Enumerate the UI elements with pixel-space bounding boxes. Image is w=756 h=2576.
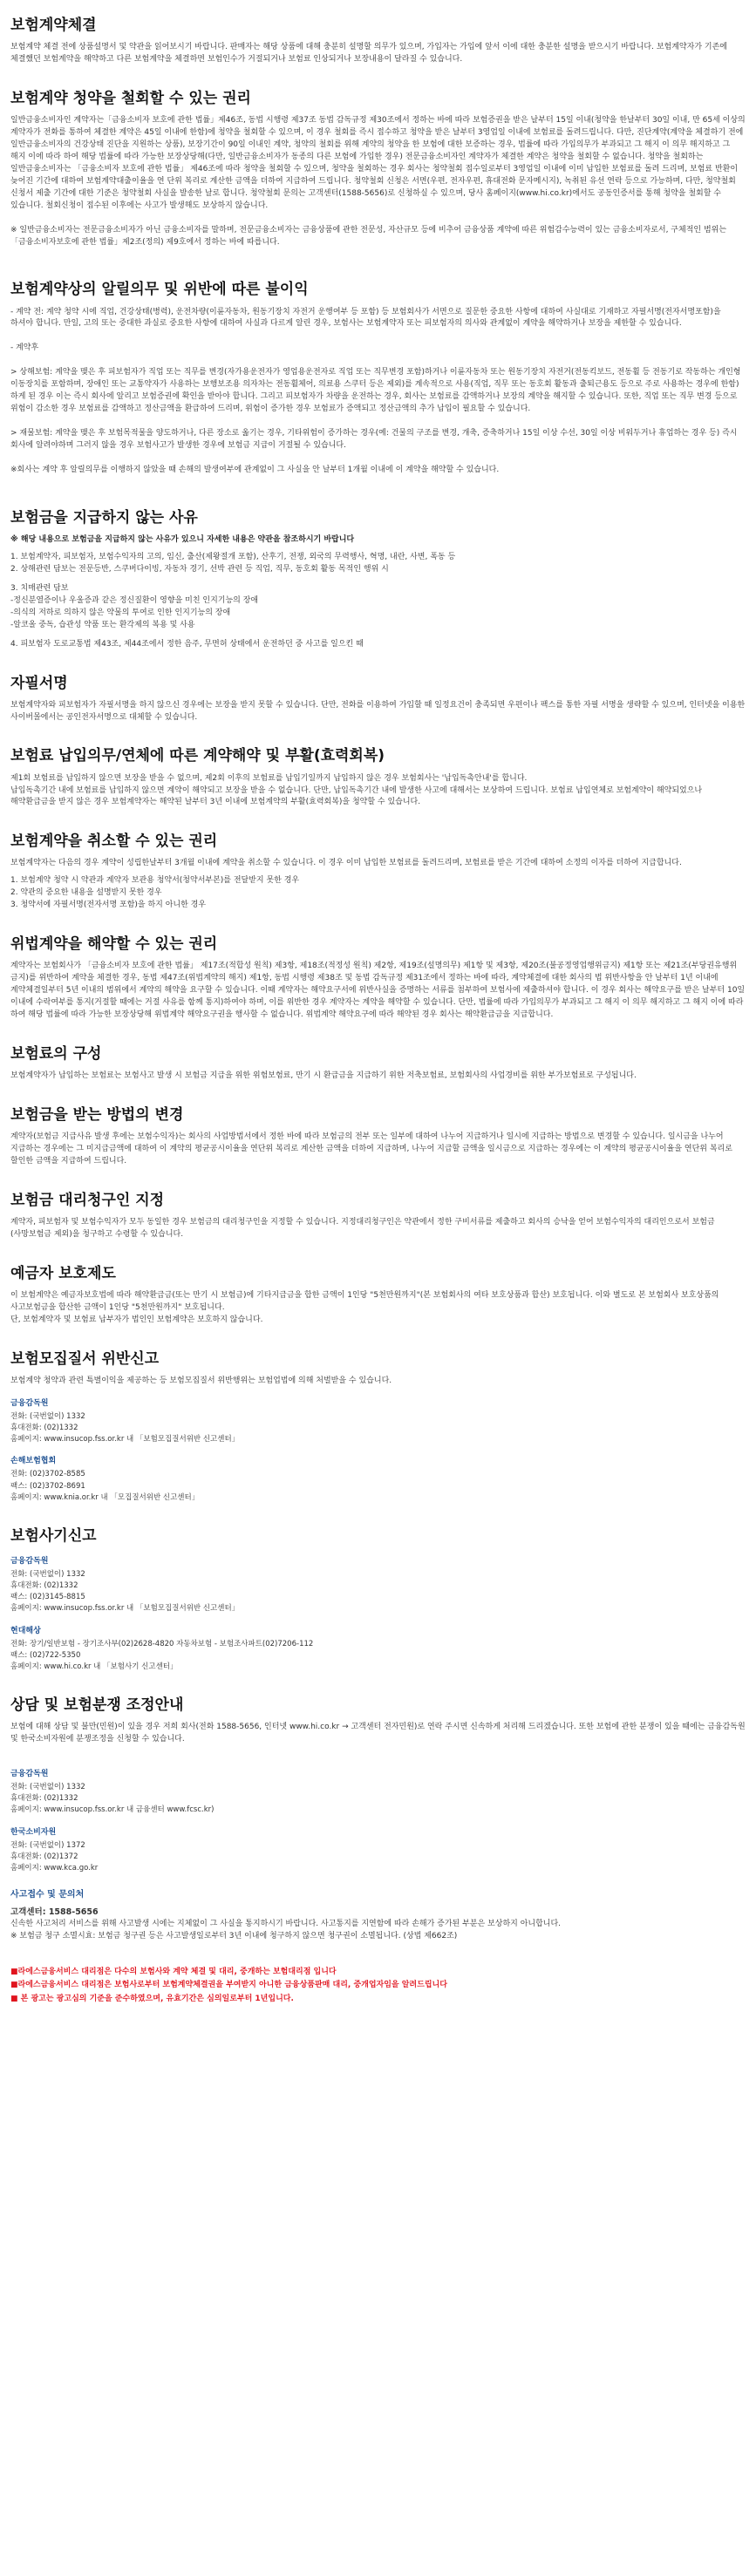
paragraph-note: ※회사는 계약 후 알릴의무를 이행하지 않았을 때 손해의 발생여부에 관계없이 그 사실을 안 날부터 1개월 이내에 이 계약을 해약할 수 있습니다.	[10, 465, 500, 474]
contact-org-label: 금융감독원	[10, 1556, 49, 1566]
contact-line: 휴대전화: (02)1332	[10, 1581, 78, 1591]
paragraph: 보험계약자와 피보험자가 자필서명을 하지 않으신 경우에는 보장을 받지 못할 수 있습니다. 단만, 전화를 이용하여 가입할 때 일정요건이 충족되면 우편이나 팩스를 통한 자필 서명을 생략할 수 있으며, 인터넷을 이용한 사이버몰에서는 공인전자서명으로 대체할 수 있습니다.	[10, 700, 746, 722]
paragraph: 계약자(보험금 지급사유 발생 후에는 보험수익자)는 회사의 사업방법서에서 정한 바에 따라 보험금의 전부 또는 일부에 대하여 나누어 지급하거나 일시에 지급하는 방법으로 변경할 수 있습니다. 일시금을 나누어 지급하는 경우에는 그 미지급금액에 대하여 이 계약의 평균공시이율을 연단위 복리로 계산한 금액을 더하여 지급하며, 나누어 지급할 금액을 일시금으로 지급하는 경우에는 이 계약의 평균공시이율을 연단위 복리로 할인한 금액을 지급하여 드립니다.	[10, 1132, 732, 1166]
section-premium-composition	[10, 1044, 746, 1083]
contact-line: 전화: (국번없이) 1332	[10, 1411, 85, 1421]
agency-notice: ■ 본 광고는 광고심의 기준을 준수하였으며, 유효기간은 심의일로부터 1년입니다.	[10, 1994, 294, 2003]
agency-notice: ■라에스금융서비스 대리점은 보험사로부터 보험계약체결권을 부여받지 아니한 금융상품판매 대리, 중개업자임을 알려드립니다	[10, 1981, 447, 1990]
section-premium-payment	[10, 746, 746, 809]
section-exclusions	[10, 508, 746, 651]
contact-block	[10, 1554, 746, 1615]
paragraph-note: ※ 보험금 청구 소멸시효: 보험금 청구권 등은 사고발생일로부터 3년 이내에 청구하지 않으면 청구권이 소멸됩니다. (상법 제662조)	[10, 1932, 458, 1941]
list-item: 4. 피보험자 도로교통법 제43조, 제44조에서 정한 음주, 무면허 상태에서 운전하던 중 사고를 일으킨 때	[10, 639, 364, 649]
section-title: 위법계약을 해약할 수 있는 권리	[10, 935, 218, 954]
contact-org-label: 금융감독원	[10, 1398, 49, 1408]
section-title: 보험계약 청약을 철회할 수 있는 권리	[10, 89, 251, 107]
list-item: -알코올 중독, 습관성 약품 또는 환각제의 복용 및 사용	[10, 620, 195, 629]
list-item: 1. 보험계약 청약 시 약관과 계약자 보관용 청약서(청약서부본)를 전달받지 못한 경우	[10, 876, 300, 886]
section-dispute-mediation	[10, 1696, 746, 1943]
contact-line: 홈페이지: www.insucop.fss.or.kr 내 「보험모집질서위반 신고센터」	[10, 1604, 240, 1614]
contact-org-label: 손해보험협회	[10, 1457, 57, 1466]
paragraph: 단, 보험계약자 및 보험료 납부자가 법인인 보험계약은 보호하지 않습니다.	[10, 1315, 263, 1324]
paragraph-note: ※ 일반금융소비자는 전문금융소비자가 아닌 금융소비자를 말하며, 전문금융소비자는 금융상품에 관한 전문성, 자산규모 등에 비추어 금융상품 계약에 따른 위험감수능력이 있는 금융소비자로서, 구체적인 범위는 「금융소비자보호에 관한 법률」제2조(정의) 제9호에서 정하는 바에 따릅니다.	[10, 225, 727, 247]
paragraph: 계약자, 피보험자 및 보험수익자가 모두 동일한 경우 보험금의 대리청구인을 지정할 수 있습니다. 지정대리청구인은 약관에서 정한 구비서류를 제출하고 회사의 승낙을 얻어 보험수익자의 대리인으로서 보험금(사망보험금 제외)을 청구하고 수령할 수 있습니다.	[10, 1218, 715, 1239]
section-title: 보험계약을 취소할 수 있는 권리	[10, 833, 218, 851]
agency-notices	[10, 1966, 746, 2006]
paragraph: 보험계약자가 납입하는 보험료는 보험사고 발생 시 보험금 지급을 위한 위험보험료, 만기 시 환급금을 지급하기 위한 저축보험료, 보험회사의 사업경비를 위한 부가보험료로 구성됩니다.	[10, 1071, 637, 1081]
paragraph: 제1회 보험료를 납입하지 않으면 보장을 받을 수 없으며, 제2회 이후의 보험료를 납입기일까지 납입하지 않은 경우 보험회사는 '납입독촉안내'를 합니다.	[10, 773, 528, 783]
claim-contact-heading: 사고접수 및 문의처	[10, 1890, 85, 1900]
contact-line: 휴대전화: (02)1332	[10, 1424, 78, 1433]
section-withdrawal-right	[10, 89, 746, 248]
contact-block	[10, 1397, 746, 1446]
contact-line: 홈페이지: www.insucop.fss.or.kr 내 금융센터 www.fcsc.kr)	[10, 1805, 215, 1815]
contact-line: 팩스: (02)722-5350	[10, 1650, 81, 1660]
contact-org-label: 현대해상	[10, 1626, 41, 1635]
paragraph: > 상해보험: 계약을 맺은 후 피보험자가 직업 또는 직무를 변경(자가용운전자가 영업용운전자로 직업 또는 직무변경 포함)하거나 이륜자동차 또는 원동기장치 자전거(전동킥보드, 전동휠 등 전동기로 작동하는 개인형 이동장치를 포함하며, 장애인 또는 교통약자가 사용하는 보행보조용 의자차는 전동휠체어, 의료용 스쿠터 등은 제외)를 계속적으로 사용(직업, 직무 또는 동호회 활동과 출퇴근용도 등으로 주로 사용하는 경우에 한함)하게 된 경우 이는 즉시 회사에 알리고 보험증권에 확인을 받아야 합니다. 그리고 피보험자가 차량을 운전하는 경우, 회사는 보험료를 감액하거나 보장의 계약을 해지할 수 있습니다. 또한, 직업 또는 직무 변경 등으로 위험이 감소한 경우 보험료를 감액하고 정산금액을 환급하여 드리며, 위험이 증가한 경우 보험료가 증액되고 정산금액의 추가 납입이 필요할 수 있습니다.	[10, 368, 741, 414]
section-illegal-contract	[10, 935, 746, 1022]
contact-line: 전화: (국번없이) 1372	[10, 1840, 85, 1850]
contact-line: 홈페이지: www.hi.co.kr 내 「보험사기 신고센터」	[10, 1662, 178, 1671]
paragraph: > 재물보험: 계약을 맺은 후 보험목적물을 양도하거나, 다른 장소로 옮기는 경우, 기타위험이 증가하는 경우(예: 건물의 구조를 변경, 개축, 증축하거나 15일 이상 수선, 30일 이상 비워두거나 휴업하는 경우 등) 즉시 회사에 알려야하며 그러지 않을 경우 보험사고가 발생한 경우에 보험금 지급이 거절될 수 있습니다.	[10, 429, 738, 451]
paragraph-note: ※ 해당 내용으로 보험금을 지급하지 않는 사유가 있으니 자세한 내용은 약관을 참조하시기 바랍니다	[10, 535, 355, 544]
list-item: 2. 약관의 중요한 내용을 설명받지 못한 경우	[10, 888, 162, 898]
call-center-number: 고객센터: 1588-5656	[10, 1907, 99, 1918]
contact-line: 홈페이지: www.kca.go.kr	[10, 1864, 99, 1873]
paragraph: 보험에 대해 상담 및 불만(민원)이 있을 경우 저희 회사(전화 1588-5656, 인터넷 www.hi.co.kr → 고객센터 전자민원)로 연락 주시면 신속하게 처리해 드리겠습니다. 또한 보험에 관한 분쟁이 있을 때에는 금융감독원 및 한국소비자원에 분쟁조정을 신청할 수 있습니다.	[10, 1723, 746, 1744]
list-item: 2. 상해관련 담보는 전문등반, 스쿠버다이빙, 자동차 경기, 선박 관련 등 직업, 직무, 동호회 활동 목적인 행위 시	[10, 564, 389, 574]
contact-block	[10, 1825, 746, 1875]
contact-line: 휴대전화: (02)1372	[10, 1852, 78, 1861]
section-payment-method	[10, 1105, 746, 1168]
section-title: 보험금을 받는 방법의 변경	[10, 1106, 184, 1125]
section-title: 보험계약체결	[10, 17, 97, 34]
list-item: -정신분열증이나 우울증과 같은 정신질환이 영향을 미친 인지기능의 장애	[10, 595, 259, 605]
section-proxy-claim	[10, 1191, 746, 1241]
section-title: 자필서명	[10, 674, 68, 692]
paragraph: - 계약 전: 계약 청약 시에 직업, 건강상태(병력), 운전차량(이륜자동차, 원동기장치 자전거 운행여부 등 포함) 등 보험회사가 서면으로 질문한 중요한 사항에 대하여 사실대로 기재하고 자필서명(전자서명포함)을 하셔야 합니다. 만일, 고의 또는 중대한 과실로 중요한 사항에 대하여 사실과 다르게 알린 경우, 보험사는 보험계약자 또는 피보험자의 의사와 관계없이 계약을 해약하거나 보장을 제한할 수 있습니다.	[10, 307, 721, 329]
section-title: 상담 및 보험분쟁 조정안내	[10, 1696, 184, 1715]
contact-org-label: 한국소비자원	[10, 1827, 57, 1837]
paragraph: 보험계약 체결 전에 상품설명서 및 약관을 읽어보시기 바랍니다. 판매자는 해당 상품에 대해 충분히 설명할 의무가 있으며, 가입자는 가입에 앞서 이에 대한 충분한 설명을 받으시기 바랍니다. 보험계약자가 기존에 체결했던 보험계약을 해약하고 다른 보험계약을 체결하면 보험인수가 거절되거나 보험료 인상되거나 보장내용이 달라질 수 있습니다.	[10, 43, 727, 65]
section-solicitation-report	[10, 1349, 746, 1504]
contact-block	[10, 1624, 746, 1674]
contact-line: 전화: (국번없이) 1332	[10, 1783, 85, 1792]
contact-block	[10, 1767, 746, 1817]
paragraph: 보험계약 청약과 관련 특별이익을 제공하는 등 보험모집질서 위반행위는 보험업법에 의해 처벌받을 수 있습니다.	[10, 1376, 392, 1385]
section-title: 보험계약상의 알릴의무 및 위반에 따른 불이익	[10, 281, 309, 299]
contact-line: 전화: (국번없이) 1332	[10, 1569, 85, 1579]
contact-org-label: 금융감독원	[10, 1770, 49, 1779]
paragraph: 신속한 사고처리 서비스를 위해 사고발생 시에는 지체없이 그 사실을 통지하시기 바랍니다. 사고통지를 지연함에 따라 손해가 증가된 부분은 보상하지 아니합니다.	[10, 1920, 562, 1929]
list-item: -의식의 저하로 의하지 않은 약물의 투여로 인한 인지기능의 장애	[10, 608, 231, 617]
section-title: 보험모집질서 위반신고	[10, 1349, 160, 1368]
paragraph: 보험계약자는 다음의 경우 계약이 성립한날부터 3개월 이내에 계약을 취소할 수 있습니다. 이 경우 이미 납입한 보험료를 돌려드리며, 보험료를 받은 기간에 대하여 소정의 이자를 더하여 지급합니다.	[10, 859, 682, 868]
section-title: 예금자 보호제도	[10, 1264, 116, 1282]
contact-line: 팩스: (02)3702-8691	[10, 1481, 85, 1491]
paragraph: 계약자는 보험회사가 「금융소비자 보호에 관한 법률」 제17조(적합성 원칙) 제3항, 제18조(적정성 원칙) 제2항, 제19조(설명의무) 제1항 및 제3항, 제20조(불공정영업행위금지) 제1항 또는 제21조(부당권유행위 금지)를 위반하여 계약을 체결한 경우, 동법 제47조(위법계약의 해지) 제1항, 동법 시행령 제38조 및 동법 감독규정 제31조에서 정하는 바에 따라, 계약체결에 대한 회사의 법 위반사항을 안 날부터 1년 이내에 계약체결일부터 5년 이내의 범위에서 계약의 해약을 요구할 수 있습니다. 이때 계약자는 해약요구서에 위반사실을 증명하는 서류를 첨부하여 보험사에 제출하셔야 합니다. 이 경우 회사는 해약요구를 받은 날부터 10일 이내에 수락여부를 통지(거절할 때에는 거절 사유를 함께 통지)하여야 하며, 이를 위반한 경우 계약자는 계약을 해약할 수 있습니다. 단만, 법률에 따라 가입의무가 부과되고 그 해지 이 의무 해지하고 그 해지 이에 따라 하여 해당 법률에 따라 가능한 보장상당해 위법계약 해약요구권을 행사할 수 없습니다. 위법계약 해약요구에 따라 해약된 경우 회사는 해약환급금을 지급합니다.	[10, 962, 746, 1020]
contact-line: 홈페이지: www.insucop.fss.or.kr 내 「보험모집질서위반 신고센터」	[10, 1435, 240, 1444]
list-item: 3. 청약서에 자필서명(전자서명 포함)을 하지 아니한 경우	[10, 901, 207, 910]
list-item: 1. 보험계약자, 피보험자, 보험수익자의 고의, 임신, 출산(제왕절개 포함), 산후기, 전쟁, 외국의 무력행사, 혁명, 내란, 사변, 폭동 등	[10, 552, 456, 561]
contact-line: 팩스: (02)3145-8815	[10, 1593, 85, 1602]
contact-line: 전화: 장기/일반보험 - 장기조사부(02)2628-4820 자동차보험 - 보험조사파트(02)7206-112	[10, 1639, 314, 1648]
list-item: 3. 치매관련 담보	[10, 583, 69, 593]
contact-line: 전화: (02)3702-8585	[10, 1470, 85, 1479]
section-title: 보험료 납입의무/연체에 따른 계약해약 및 부활(효력회복)	[10, 747, 385, 765]
section-title: 보험금 대리청구인 지정	[10, 1191, 165, 1209]
agency-notice: ■라에스금융서비스 대리점은 다수의 보험사와 계약 체결 및 대리, 중개하는 보험대리점 입니다	[10, 1968, 337, 1977]
paragraph: 이 보험계약은 예금자보호법에 따라 해약환급금(또는 만기 시 보험금)에 기타지급금을 합한 금액이 1인당 "5천만원까지"(본 보험회사의 여타 보호상품과 합산) 보호됩니다. 이와 별도로 본 보험회사 보호상품의 사고보험금을 합산한 금액이 1인당 "5천만원까지" 보호됩니다.	[10, 1291, 719, 1312]
section-disclosure-duty	[10, 280, 746, 476]
section-signature	[10, 674, 746, 724]
section-title: 보험료의 구성	[10, 1045, 102, 1063]
contact-block	[10, 1454, 746, 1504]
section-fraud-report	[10, 1526, 746, 1673]
section-title: 보험금을 지급하지 않는 사유	[10, 508, 198, 527]
paragraph: 납입독촉기간 내에 보험료를 납입하지 않으면 계약이 해약되고 보장을 받을 수 없습니다. 단만, 납입독촉기간 내에 발생한 사고에 대해서는 보상하여 드립니다. 보험료 납입연체로 보험계약이 해약되었으나 해약환급금을 받지 않은 경우 보험계약자는 해약된 날부터 3년 이내에 보험계약의 부활(효력회복)을 청약할 수 있습니다.	[10, 785, 703, 807]
paragraph: - 계약후	[10, 343, 39, 353]
contact-line: 휴대전화: (02)1332	[10, 1794, 78, 1804]
contact-line: 홈페이지: www.knia.or.kr 내 「모집질서위반 신고센터」	[10, 1492, 200, 1502]
section-cancellation-right	[10, 832, 746, 912]
paragraph: 일반금융소비자인 계약자는「금융소비자 보호에 관한 법률」제46조, 동법 시행령 제37조 동법 감독규정 제30조에서 정하는 바에 따라 보험증권을 받은 날부터 15일 이내(청약을 한날부터 30일 이내, 만 65세 이상의 계약자가 전화를 통하여 체결한 계약은 45일 이내에 한함)에 청약을 철회할 수 있으며, 이 경우 철회를 즉시 접수하고 청약을 받은 날부터 3영업일 이내에 보험료를 돌려드립니다. 다만, 진단계약(계약을 체결하기 전에 일반금융소비자의 건강상태 진단을 지원하는 상품), 보장기간이 90일 이내인 계약, 청약의 철회를 위해 계약의 청약을 한 보험에 대한 보증하는 경우, 법률에 따라 가입의무가 부과되고 그 해지 이 의무 해지하고 그 해지 이에 따라 하여 해당 법률에 따라 가능한 보장상당해(다만, 일반금융소비자가 동종의 다른 보험에 가입한 경우) 전문금융소비자인 계약자가 체결한 계약은 청약을 철회할 수 없습니다. 청약을 철회하는 일반금융소비자는 「금융소비자 보호에 관한 법률」 제46조에 따라 청약을 철회할 수 있으며, 청약을 철회하는 경우 회사는 청약철회 접수일로부터 3영업일 이내에 이미 납입한 보험료를 돌려 드리며, 보험료 반환이 늦어진 기간에 대하여 보험계약대출이율을 연 단위 복리로 계산한 금액을 더하여 지급하여 드립니다. 청약철회 신청은 서면(우편, 전자우편, 휴대전화 문자메시지), 녹취된 유선 연락 등으로 가능하며, 다만, 청약철회 신청서 제출 기간에 대한 기준은 청약철회 사실을 발송한 날로 합니다. 청약철회 문의는 고객센터(1588-5656)로 신청하실 수 있으며, 당사 홈페이지(www.hi.co.kr)에서도 공동인증서를 통해 청약을 철회할 수 있습니다. 철회신청이 접수된 이후에는 사고가 발생해도 보상하지 않습니다.	[10, 116, 746, 210]
section-title: 보험사기신고	[10, 1526, 97, 1545]
section-contract	[10, 16, 746, 66]
section-depositor-protection	[10, 1264, 746, 1327]
